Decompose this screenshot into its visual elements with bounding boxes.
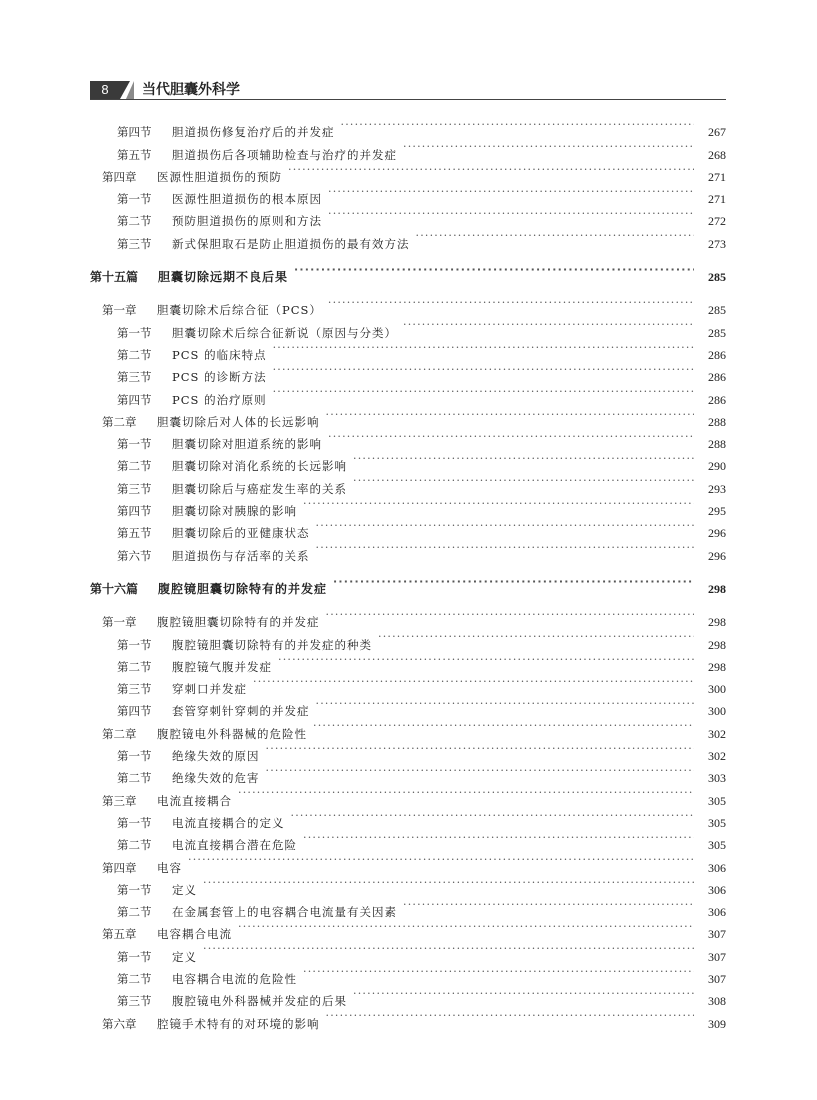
toc-leader-dots: [316, 693, 695, 715]
toc-page-number: 298: [708, 581, 726, 596]
toc-entry-number: 第二章: [102, 726, 137, 741]
toc-page-number: 290: [708, 459, 726, 474]
toc-leader-dots: [353, 470, 694, 492]
toc-leader-dots: [313, 715, 694, 737]
toc-leader-dots: [316, 537, 695, 559]
toc-leader-dots: [328, 181, 694, 203]
toc-entry-title: 胆囊切除后与癌症发生率的关系: [172, 481, 347, 496]
toc-page-number: 302: [708, 726, 726, 741]
toc-leader-dots: [203, 938, 694, 960]
toc-entry-title: 腹腔镜电外科器械的危险性: [157, 726, 307, 741]
toc-leader-dots: [288, 159, 694, 181]
toc-entry-title: 电容耦合电流: [157, 927, 232, 942]
table-of-contents: [90, 114, 726, 1031]
toc-entry-number: 第二节: [117, 214, 152, 229]
toc-leader-dots: [273, 381, 694, 403]
toc-leader-dots: [328, 292, 694, 314]
toc-part[interactable]: [90, 259, 726, 285]
toc-entry-title: 胆囊切除远期不良后果: [158, 270, 289, 285]
toc-entry-title: 腔镜手术特有的对环境的影响: [157, 1016, 320, 1031]
toc-section[interactable]: [90, 872, 726, 897]
toc-entry-title: 电容: [157, 860, 182, 875]
toc-page-number: 268: [708, 147, 726, 162]
toc-entry-number: 第五节: [117, 147, 152, 162]
toc-entry-title: 电容耦合电流的危险性: [172, 971, 297, 986]
toc-entry-number: 第一节: [117, 749, 152, 764]
toc-page-number: 307: [708, 971, 726, 986]
toc-entry-number: 第三节: [117, 481, 152, 496]
toc-page-number: 298: [708, 659, 726, 674]
toc-entry-title: 绝缘失效的原因: [172, 749, 260, 764]
toc-entry-number: 第六节: [117, 548, 152, 563]
toc-chapter[interactable]: [90, 292, 726, 318]
toc-page-number: 296: [708, 526, 726, 541]
toc-page-number: 293: [708, 481, 726, 496]
toc-entry-number: 第十五篇: [90, 270, 139, 285]
toc-entry-number: 第二节: [117, 347, 152, 362]
toc-page-number: 271: [708, 192, 726, 207]
toc-page-number: 307: [708, 949, 726, 964]
toc-entry-number: 第二节: [117, 971, 152, 986]
page-number: 8: [90, 81, 120, 99]
toc-leader-dots: [294, 259, 694, 281]
toc-entry-title: 定义: [172, 882, 197, 897]
toc-entry-title: 胆囊切除对消化系统的长远影响: [172, 459, 347, 474]
toc-entry-number: 第二节: [117, 905, 152, 920]
toc-entry-number: 第一节: [117, 437, 152, 452]
header-rule: [90, 99, 726, 100]
toc-leader-dots: [273, 359, 694, 381]
toc-page-number: 296: [708, 548, 726, 563]
toc-entry-number: 第十六篇: [90, 581, 139, 596]
toc-entry-number: 第三节: [117, 236, 152, 251]
toc-entry-title: 定义: [172, 949, 197, 964]
toc-entry-title: 胆囊切除术后综合征（PCS）: [157, 303, 322, 318]
toc-page-number: 300: [708, 704, 726, 719]
toc-page-number: 308: [708, 994, 726, 1009]
toc-page-number: 298: [708, 637, 726, 652]
toc-leader-dots: [303, 961, 694, 983]
toc-leader-dots: [266, 760, 695, 782]
toc-entry-title: 胆囊切除对胆道系统的影响: [172, 437, 322, 452]
toc-entry-title: PCS 的治疗原则: [172, 392, 267, 407]
toc-page-number: 288: [708, 414, 726, 429]
toc-leader-dots: [378, 626, 694, 648]
toc-entry-number: 第二节: [117, 459, 152, 474]
toc-page-number: 286: [708, 370, 726, 385]
toc-entry-number: 第二节: [117, 838, 152, 853]
toc-part[interactable]: [90, 571, 726, 596]
toc-leader-dots: [253, 671, 694, 693]
toc-entry-title: 电流直接耦合: [157, 793, 232, 808]
toc-section[interactable]: [90, 114, 726, 140]
toc-entry-number: 第二节: [117, 771, 152, 786]
toc-leader-dots: [291, 805, 695, 827]
toc-page-number: 306: [708, 860, 726, 875]
toc-entry-title: 穿刺口并发症: [172, 682, 247, 697]
toc-entry-title: PCS 的临床特点: [172, 347, 267, 362]
toc-entry-title: 套管穿刺针穿刺的并发症: [172, 704, 310, 719]
toc-page-number: 285: [708, 325, 726, 340]
toc-entry-number: 第一节: [117, 325, 152, 340]
toc-page-number: 298: [708, 615, 726, 630]
toc-leader-dots: [316, 515, 695, 537]
toc-leader-dots: [273, 337, 694, 359]
toc-entry-number: 第一节: [117, 949, 152, 964]
toc-entry-number: 第二节: [117, 659, 152, 674]
toc-page-number: 295: [708, 504, 726, 519]
toc-page-number: 307: [708, 927, 726, 942]
toc-entry-title: 胆囊切除后的亚健康状态: [172, 526, 310, 541]
toc-entry-title: 腹腔镜气腹并发症: [172, 659, 272, 674]
toc-entry-title: 医源性胆道损伤的预防: [157, 169, 282, 184]
toc-leader-dots: [403, 136, 694, 158]
toc-entry-number: 第五节: [117, 526, 152, 541]
toc-entry-title: PCS 的诊断方法: [172, 370, 267, 385]
toc-entry-number: 第四章: [102, 860, 137, 875]
toc-entry-number: 第三节: [117, 682, 152, 697]
toc-leader-dots: [238, 916, 694, 938]
toc-page-number: 286: [708, 392, 726, 407]
toc-page-number: 306: [708, 905, 726, 920]
toc-leader-dots: [326, 1005, 695, 1027]
toc-entry-title: 医源性胆道损伤的根本原因: [172, 192, 322, 207]
toc-entry-number: 第一节: [117, 637, 152, 652]
toc-page-number: 300: [708, 682, 726, 697]
toc-page-number: 302: [708, 749, 726, 764]
toc-entry-title: 电流直接耦合潜在危险: [172, 838, 297, 853]
toc-leader-dots: [326, 404, 695, 426]
toc-leader-dots: [353, 983, 694, 1005]
toc-entry-number: 第一章: [102, 615, 137, 630]
toc-page-number: 285: [708, 303, 726, 318]
running-header: [90, 81, 726, 101]
toc-entry-title: 预防胆道损伤的原则和方法: [172, 214, 322, 229]
toc-leader-dots: [328, 203, 694, 225]
toc-leader-dots: [416, 225, 695, 247]
toc-entry-title: 电流直接耦合的定义: [172, 815, 285, 830]
toc-entry-title: 腹腔镜胆囊切除特有的并发症的种类: [172, 637, 372, 652]
toc-entry-number: 第一章: [102, 303, 137, 318]
toc-entry-title: 腹腔镜胆囊切除特有的并发症: [158, 581, 328, 596]
toc-leader-dots: [303, 493, 694, 515]
toc-entry-number: 第五章: [102, 927, 137, 942]
toc-entry-number: 第一节: [117, 882, 152, 897]
book-title: 当代胆囊外科学: [142, 82, 240, 98]
toc-entry-number: 第三节: [117, 370, 152, 385]
toc-chapter[interactable]: [90, 604, 726, 630]
page-tab-accent: [126, 81, 134, 99]
toc-page-number: 272: [708, 214, 726, 229]
toc-entry-number: 第四节: [117, 704, 152, 719]
toc-entry-number: 第二章: [102, 414, 137, 429]
toc-leader-dots: [188, 849, 694, 871]
toc-entry-number: 第一节: [117, 815, 152, 830]
toc-entry-title: 胆道损伤修复治疗后的并发症: [172, 125, 335, 140]
toc-entry-number: 第四节: [117, 392, 152, 407]
toc-leader-dots: [333, 571, 694, 593]
toc-entry-title: 新式保胆取石是防止胆道损伤的最有效方法: [172, 236, 410, 251]
toc-leader-dots: [238, 782, 694, 804]
toc-leader-dots: [278, 649, 694, 671]
toc-page-number: 267: [708, 125, 726, 140]
toc-entry-number: 第四节: [117, 504, 152, 519]
toc-entry-number: 第一节: [117, 192, 152, 207]
toc-page-number: 303: [708, 771, 726, 786]
toc-entry-number: 第三章: [102, 793, 137, 808]
toc-page-number: 286: [708, 347, 726, 362]
toc-entry-title: 胆囊切除对胰腺的影响: [172, 504, 297, 519]
toc-leader-dots: [403, 314, 694, 336]
toc-page-number: 305: [708, 793, 726, 808]
toc-page-number: 285: [708, 270, 726, 285]
toc-entry-number: 第三节: [117, 994, 152, 1009]
toc-entry-title: 在金属套管上的电容耦合电流量有关因素: [172, 905, 397, 920]
toc-leader-dots: [341, 114, 695, 136]
toc-entry-title: 胆囊切除后对人体的长远影响: [157, 414, 320, 429]
toc-page-number: 309: [708, 1016, 726, 1031]
toc-entry-title: 胆道损伤与存活率的关系: [172, 548, 310, 563]
toc-leader-dots: [266, 738, 695, 760]
toc-page-number: 288: [708, 437, 726, 452]
toc-entry-number: 第四节: [117, 125, 152, 140]
toc-leader-dots: [203, 872, 694, 894]
toc-page-number: 305: [708, 838, 726, 853]
toc-leader-dots: [303, 827, 694, 849]
toc-leader-dots: [326, 604, 695, 626]
toc-leader-dots: [353, 448, 694, 470]
toc-entry-number: 第四章: [102, 169, 137, 184]
toc-entry-title: 腹腔镜胆囊切除特有的并发症: [157, 615, 320, 630]
toc-page-number: 305: [708, 815, 726, 830]
toc-entry-title: 绝缘失效的危害: [172, 771, 260, 786]
toc-page-number: 306: [708, 882, 726, 897]
toc-entry-title: 腹腔镜电外科器械并发症的后果: [172, 994, 347, 1009]
toc-entry-title: 胆道损伤后各项辅助检查与治疗的并发症: [172, 147, 397, 162]
toc-page-number: 271: [708, 169, 726, 184]
toc-leader-dots: [403, 894, 694, 916]
toc-entry-number: 第六章: [102, 1016, 137, 1031]
toc-entry-title: 胆囊切除术后综合征新说（原因与分类）: [172, 325, 397, 340]
toc-page-number: 273: [708, 236, 726, 251]
toc-leader-dots: [328, 426, 694, 448]
